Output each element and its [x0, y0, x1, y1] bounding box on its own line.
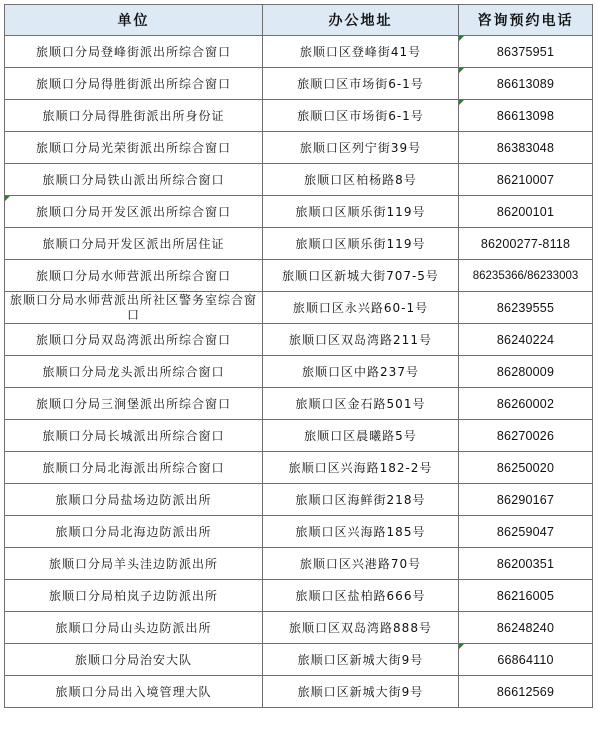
cell-phone: 86612569 — [459, 676, 593, 708]
table-row — [5, 356, 593, 388]
header-address: 办公地址 — [263, 5, 459, 36]
table-row — [5, 228, 593, 260]
cell-phone: 86210007 — [459, 164, 593, 196]
cell-phone: 86280009 — [459, 356, 593, 388]
cell-phone: 86200101 — [459, 196, 593, 228]
cell-phone: 86290167 — [459, 484, 593, 516]
cell-unit: 旅顺口分局三涧堡派出所综合窗口 — [5, 388, 263, 420]
cell-address: 旅顺口区盐柏路666号 — [263, 580, 459, 612]
cell-address: 旅顺口区新城大街9号 — [263, 676, 459, 708]
table-row — [5, 516, 593, 548]
header-unit: 单位 — [5, 5, 263, 36]
table-row — [5, 132, 593, 164]
table-body — [5, 36, 593, 708]
cell-phone: 86613089 — [459, 68, 593, 100]
table-row — [5, 260, 593, 292]
table-row — [5, 292, 593, 324]
table-row — [5, 484, 593, 516]
contact-table — [4, 4, 593, 708]
cell-unit: 旅顺口分局龙头派出所综合窗口 — [5, 356, 263, 388]
cell-address: 旅顺口区列宁街39号 — [263, 132, 459, 164]
cell-address: 旅顺口区市场街6-1号 — [263, 100, 459, 132]
cell-unit: 旅顺口分局羊头洼边防派出所 — [5, 548, 263, 580]
cell-address: 旅顺口区登峰街41号 — [263, 36, 459, 68]
cell-unit: 旅顺口分局盐场边防派出所 — [5, 484, 263, 516]
cell-address: 旅顺口区双岛湾路211号 — [263, 324, 459, 356]
cell-phone: 86216005 — [459, 580, 593, 612]
cell-address: 旅顺口区晨曦路5号 — [263, 420, 459, 452]
cell-phone: 86260002 — [459, 388, 593, 420]
cell-unit: 旅顺口分局北海边防派出所 — [5, 516, 263, 548]
cell-phone: 86250020 — [459, 452, 593, 484]
table-row — [5, 420, 593, 452]
cell-address: 旅顺口区新城大街9号 — [263, 644, 459, 676]
table-row — [5, 676, 593, 708]
cell-address: 旅顺口区顺乐街119号 — [263, 228, 459, 260]
cell-unit: 旅顺口分局山头边防派出所 — [5, 612, 263, 644]
cell-address: 旅顺口区兴海路182-2号 — [263, 452, 459, 484]
table-row — [5, 580, 593, 612]
table-row — [5, 452, 593, 484]
table-row — [5, 388, 593, 420]
table-row — [5, 644, 593, 676]
cell-unit: 旅顺口分局开发区派出所居住证 — [5, 228, 263, 260]
cell-unit: 旅顺口分局柏岚子边防派出所 — [5, 580, 263, 612]
table-row — [5, 196, 593, 228]
cell-address: 旅顺口区兴港路70号 — [263, 548, 459, 580]
table-row — [5, 612, 593, 644]
cell-phone: 86240224 — [459, 324, 593, 356]
cell-address: 旅顺口区顺乐街119号 — [263, 196, 459, 228]
table-row — [5, 548, 593, 580]
cell-unit: 旅顺口分局铁山派出所综合窗口 — [5, 164, 263, 196]
cell-phone: 86200351 — [459, 548, 593, 580]
cell-unit: 旅顺口分局北海派出所综合窗口 — [5, 452, 263, 484]
cell-address: 旅顺口区永兴路60-1号 — [263, 292, 459, 324]
cell-unit: 旅顺口分局出入境管理大队 — [5, 676, 263, 708]
cell-address: 旅顺口区市场街6-1号 — [263, 68, 459, 100]
cell-unit: 旅顺口分局双岛湾派出所综合窗口 — [5, 324, 263, 356]
cell-unit: 旅顺口分局治安大队 — [5, 644, 263, 676]
cell-phone: 86259047 — [459, 516, 593, 548]
cell-unit: 旅顺口分局得胜街派出所综合窗口 — [5, 68, 263, 100]
cell-address: 旅顺口区金石路501号 — [263, 388, 459, 420]
table-row — [5, 68, 593, 100]
cell-unit: 旅顺口分局开发区派出所综合窗口 — [5, 196, 263, 228]
table-row — [5, 36, 593, 68]
cell-address: 旅顺口区柏杨路8号 — [263, 164, 459, 196]
cell-unit: 旅顺口分局水师营派出所社区警务室综合窗口 — [5, 292, 263, 324]
cell-unit: 旅顺口分局长城派出所综合窗口 — [5, 420, 263, 452]
cell-phone: 86248240 — [459, 612, 593, 644]
cell-address: 旅顺口区双岛湾路888号 — [263, 612, 459, 644]
table-row — [5, 100, 593, 132]
table-row — [5, 324, 593, 356]
header-row — [5, 5, 593, 36]
cell-unit: 旅顺口分局光荣街派出所综合窗口 — [5, 132, 263, 164]
cell-phone: 86200277-8118 — [459, 228, 593, 260]
header-phone: 咨询预约电话 — [459, 5, 593, 36]
cell-unit: 旅顺口分局水师营派出所综合窗口 — [5, 260, 263, 292]
cell-phone: 86270026 — [459, 420, 593, 452]
cell-address: 旅顺口区海鲜街218号 — [263, 484, 459, 516]
cell-unit: 旅顺口分局登峰街派出所综合窗口 — [5, 36, 263, 68]
cell-address: 旅顺口区中路237号 — [263, 356, 459, 388]
cell-phone: 86375951 — [459, 36, 593, 68]
cell-phone: 66864110 — [459, 644, 593, 676]
cell-phone: 86383048 — [459, 132, 593, 164]
table-row — [5, 164, 593, 196]
cell-address: 旅顺口区新城大街707-5号 — [263, 260, 459, 292]
cell-phone: 86235366/86233003 — [459, 260, 593, 292]
cell-phone: 86239555 — [459, 292, 593, 324]
cell-address: 旅顺口区兴海路185号 — [263, 516, 459, 548]
cell-phone: 86613098 — [459, 100, 593, 132]
cell-unit: 旅顺口分局得胜街派出所身份证 — [5, 100, 263, 132]
